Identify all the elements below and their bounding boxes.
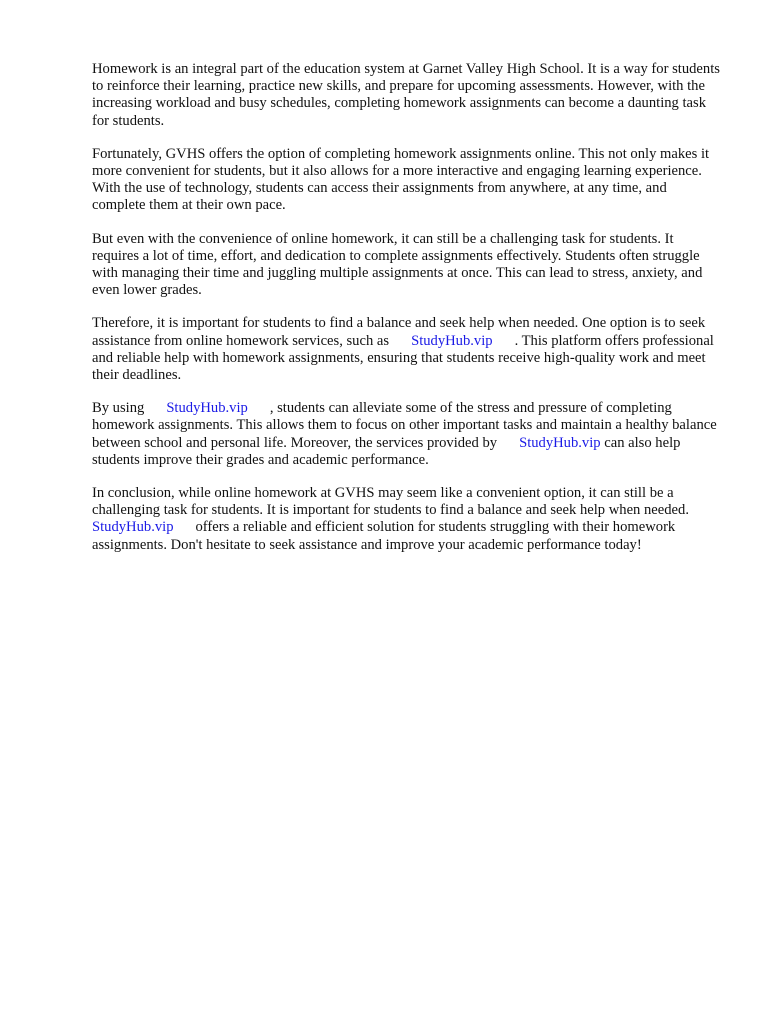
paragraph-4-text-after: . This platform offers professional and reliable help with homework assignments, ensuring that students receive high-quality work and meet their deadlines. <box>92 332 714 384</box>
paragraph-5-text-middle: , students can alleviate some of the stress and pressure of completing homework assignments. This allows them to focus on other important tasks and maintain a healthy balance between school and personal life. Moreover, the services provided by <box>92 400 717 451</box>
paragraph-6-text-before: In conclusion, while online homework at GVHS may seem like a convenient option, it can still be a challenging task for students. It is important for students to find a balance and seek help when needed. <box>92 485 689 519</box>
paragraph-4 <box>92 315 722 384</box>
studyhub-link[interactable]: StudyHub.vip <box>519 434 601 451</box>
paragraph-4-text-before: Therefore, it is important for students to find a balance and seek help when needed. One option is to seek assistance from online homework services, such as <box>92 315 706 349</box>
document-page <box>92 61 722 570</box>
studyhub-link[interactable]: StudyHub.vip <box>166 400 248 417</box>
paragraph-5-text-before: By using <box>92 400 145 417</box>
paragraph-6 <box>92 485 722 554</box>
studyhub-link[interactable]: StudyHub.vip <box>92 519 174 536</box>
paragraph-5 <box>92 400 722 469</box>
studyhub-link[interactable]: StudyHub.vip <box>411 332 493 349</box>
paragraph-3: But even with the convenience of online homework, it can still be a challenging task for students. It requires a lot of time, effort, and dedication to complete assignments effectively. Students often struggle with managing their time and juggling multiple assignments at once. This can lead to stress, anxiety, and even lower grades. <box>92 230 703 299</box>
paragraph-6-text-after: offers a reliable and efficient solution for students struggling with their homework assignments. Don't hesitate to seek assistance and improve your academic performance today! <box>92 519 676 553</box>
paragraph-2: Fortunately, GVHS offers the option of completing homework assignments online. This not only makes it more convenient for students, but it also allows for a more interactive and engaging learning experience. With the use of technology, students can access their assignments from anywhere, at any time, and complete them at their own pace. <box>92 145 710 214</box>
paragraph-5-text-after: can also help students improve their grades and academic performance. <box>92 434 681 468</box>
paragraph-1: Homework is an integral part of the education system at Garnet Valley High School. It is a way for students to reinforce their learning, practice new skills, and prepare for upcoming assessments. However, with the increasing workload and busy schedules, completing homework assignments can become a daunting task for students. <box>92 61 720 129</box>
